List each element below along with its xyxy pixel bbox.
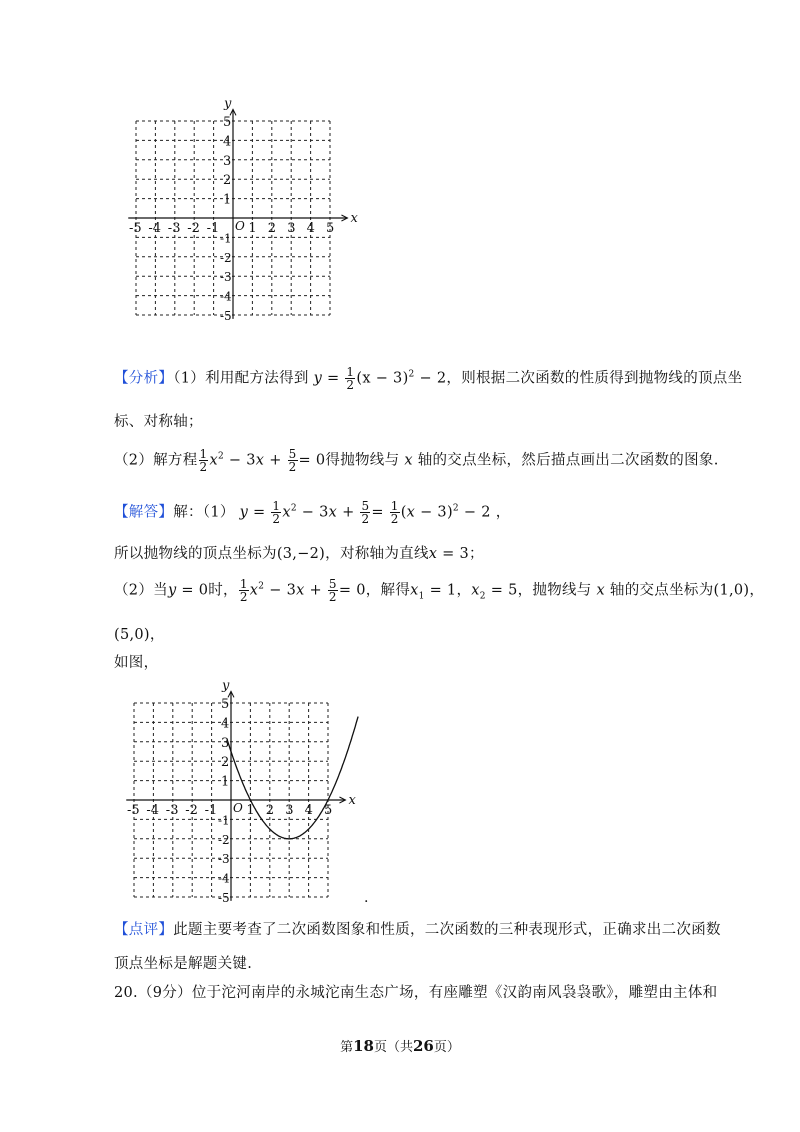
x-tick-label: 3 [287,221,296,236]
y-tick-label: -1 [220,231,232,246]
y-tick-label: 2 [223,173,232,189]
solution-line-3: （2）当y = 0时， $\frac{1}{2}$ $x^2 - 3x$ + $\frac{5}{2}$ = 0，解得$x_1 = 1$，$x_2 = 5$，抛物线与 x 轴的交点坐标为(1,0)， [114,577,765,604]
parabola-graph [120,676,370,910]
y-tick-label: 5 [221,697,230,712]
y-tick-label: -2 [220,250,232,265]
y-tick-label: 5 [223,115,232,130]
x-tick-label: -1 [204,803,218,818]
solution-line-2: 所以抛物线的顶点坐标为(3,−2)，对称轴为直线x = 3； [114,546,484,562]
x-tick-label: -4 [148,221,162,236]
y-tick-label: 4 [223,134,232,150]
y-tick-label: -2 [218,832,230,847]
y-tick-label: 3 [221,735,230,751]
x-tick-label: -1 [206,221,220,236]
analysis-line-1: 【分析】（1）利用配方法得到 y = $\frac{1}{2}$ $(x - 3)^2 - 2$，则根据二次函数的性质得到抛物线的顶点坐 [114,365,743,392]
origin-label: O [235,219,245,233]
x-tick-label: 1 [248,221,257,236]
analysis-tag: 【分析】 [114,370,174,387]
y-tick-label: -3 [220,270,232,285]
x-tick-label: -3 [167,221,181,236]
x-tick-label: -2 [187,221,200,236]
x-tick-label: 4 [304,803,313,818]
x-tick-label: 3 [285,803,294,818]
y-tick-label: 4 [221,716,230,732]
comment-tag: 【点评】 [114,922,174,938]
y-tick-label: -5 [220,309,232,323]
y-axis-label: y [222,678,230,694]
origin-label: O [233,801,243,815]
solution-line-5: 如图， [114,655,159,671]
empty-grid-graph [120,96,360,328]
x-tick-label: 2 [267,221,277,236]
y-tick-label: -3 [218,852,230,867]
x-tick-label: 4 [306,221,315,236]
x-tick-label: 1 [246,803,255,818]
y-tick-label: 1 [223,192,232,208]
y-tick-label: -4 [218,871,230,886]
y-tick-label: 3 [223,153,232,169]
y-tick-label: 1 [221,774,230,790]
parabola-curve [227,717,358,839]
y-axis-label: y [224,96,232,112]
comment-line-1: 【点评】此题主要考查了二次函数图象和性质，二次函数的三种表现形式，正确求出二次函数 [114,922,721,938]
x-axis-label: x [350,211,358,226]
x-tick-label: -4 [146,803,160,818]
solution-line-1: 【解答】解：（1） y = $\frac{1}{2}$ $x^2 - 3x$ + $\frac{5}{2}$ = $\frac{1}{2}$ $(x - 3)^2 - 2$ ， [114,499,511,526]
y-tick-label: -4 [220,289,232,304]
x-tick-label: -5 [129,221,142,236]
x-tick-label: -2 [185,803,198,818]
question-20: 20.（9分）位于沱河南岸的永城沱南生态广场，有座雕塑《汉韵南风袅袅歌》，雕塑由主体和 [114,985,718,1001]
solution-tag: 【解答】 [114,504,174,521]
y-tick-label: -5 [218,891,230,905]
x-tick-label: -5 [127,803,140,818]
y-tick-label: 2 [221,755,230,771]
x-tick-label: 5 [324,803,333,818]
y-tick-label: -1 [218,813,230,828]
x-tick-label: -3 [165,803,179,818]
analysis-line-2: 标、对称轴； [114,414,203,430]
analysis-line-3: （2）解方程 $\frac{1}{2}$ $x^2 - 3x$ + $\frac{5}{2}$ = 0得抛物线与 x 轴的交点坐标，然后描点画出二次函数的图象. [114,447,719,474]
page-footer: 第18页（共26页） [340,1037,460,1055]
solution-line-4: (5,0)， [114,627,165,643]
comment-line-2: 顶点坐标是解题关键. [114,956,253,972]
x-tick-label: 2 [265,803,275,818]
x-tick-label: 5 [326,221,335,236]
x-axis-label: x [348,793,356,808]
